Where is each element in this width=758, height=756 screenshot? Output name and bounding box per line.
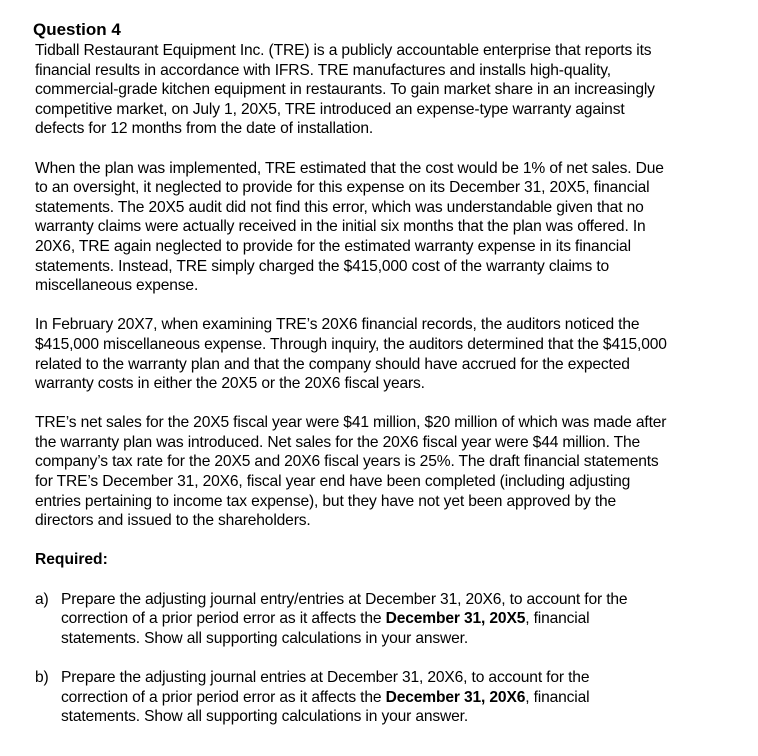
item-text (61, 590, 627, 649)
text-line: statements. Show all supporting calculations in your answer. (61, 708, 469, 726)
text-line: to an oversight, it neglected to provide for this expense on its December 31, 20X5, financial (35, 179, 650, 197)
text-line: Prepare the adjusting journal entries at December 31, 20X6, to account for the (61, 669, 590, 686)
item-label: b) (35, 669, 49, 686)
text-line: $415,000 miscellaneous expense. Through inquiry, the auditors determined that the $415,000 (35, 335, 667, 353)
required-heading: Required: (35, 551, 108, 569)
paragraph (35, 315, 755, 393)
text-line: statements. Show all supporting calculations in your answer. (61, 629, 469, 647)
paragraph (35, 413, 755, 531)
paragraph (35, 159, 755, 296)
text-line: TRE’s net sales for the 20X5 fiscal year were $41 million, $20 million of which was made after (35, 414, 667, 432)
paragraph (35, 41, 755, 139)
text-line: When the plan was implemented, TRE estimated that the cost would be 1% of net sales. Due (35, 159, 664, 177)
text-segment: correction of a prior period error as it affects the (61, 610, 386, 628)
text-segment: , financial (525, 688, 590, 706)
question-body (35, 41, 755, 531)
text-line: miscellaneous expense. (35, 277, 199, 295)
text-line: warranty claims were actually received in the initial six months that the plan was offered. In (35, 218, 646, 236)
text-line: financial results in accordance with IFRS. TRE manufactures and installs high-quality, (35, 61, 611, 79)
emphasized-date: December 31, 20X6 (385, 688, 526, 706)
item-text (61, 668, 589, 727)
text-line (61, 609, 627, 629)
text-line: entries pertaining to income tax expense), but they have not yet been approved by the (35, 492, 617, 510)
text-line (61, 688, 589, 708)
text-line: defects for 12 months from the date of installation. (35, 120, 374, 138)
text-line: company’s tax rate for the 20X5 and 20X6 fiscal years is 25%. The draft financial statements (35, 453, 659, 471)
text-line: In February 20X7, when examining TRE’s 20X6 financial records, the auditors noticed the (35, 316, 640, 334)
document (35, 19, 755, 746)
text-line: statements. The 20X5 audit did not find this error, which was understandable given that no (35, 198, 644, 216)
emphasized-date: December 31, 20X5 (385, 610, 526, 628)
text-line: 20X6, TRE again neglected to provide for the estimated warranty expense in its financial (35, 237, 631, 255)
text-line: warranty costs in either the 20X5 or the 20X6 fiscal years. (35, 375, 425, 393)
text-line: competitive market, on July 1, 20X5, TRE introduced an expense-type warranty against (35, 100, 625, 118)
text-line: Prepare the adjusting journal entry/entries at December 31, 20X6, to account for the (61, 590, 628, 608)
item-label: a) (35, 590, 49, 608)
text-segment: correction of a prior period error as it affects the (61, 688, 386, 706)
text-line: statements. Instead, TRE simply charged the $415,000 cost of the warranty claims to (35, 257, 610, 275)
text-line: for TRE’s December 31, 20X6, fiscal year end have been completed (including adjusting (35, 473, 631, 491)
text-line: related to the warranty plan and that the company should have accrued for the expected (35, 355, 630, 373)
question-title: Question 4 (33, 20, 121, 39)
required-item (35, 668, 755, 727)
required-item (35, 590, 755, 649)
text-line: the warranty plan was introduced. Net sales for the 20X6 fiscal year were $44 million. The (35, 433, 641, 451)
text-segment: , financial (525, 610, 590, 628)
required-items (35, 590, 755, 727)
text-line: directors and issued to the shareholders. (35, 512, 311, 530)
text-line: commercial-grade kitchen equipment in restaurants. To gain market share in an increasingly (35, 81, 655, 99)
text-line: Tidball Restaurant Equipment Inc. (TRE) is a publicly accountable enterprise that reports its (35, 42, 652, 59)
